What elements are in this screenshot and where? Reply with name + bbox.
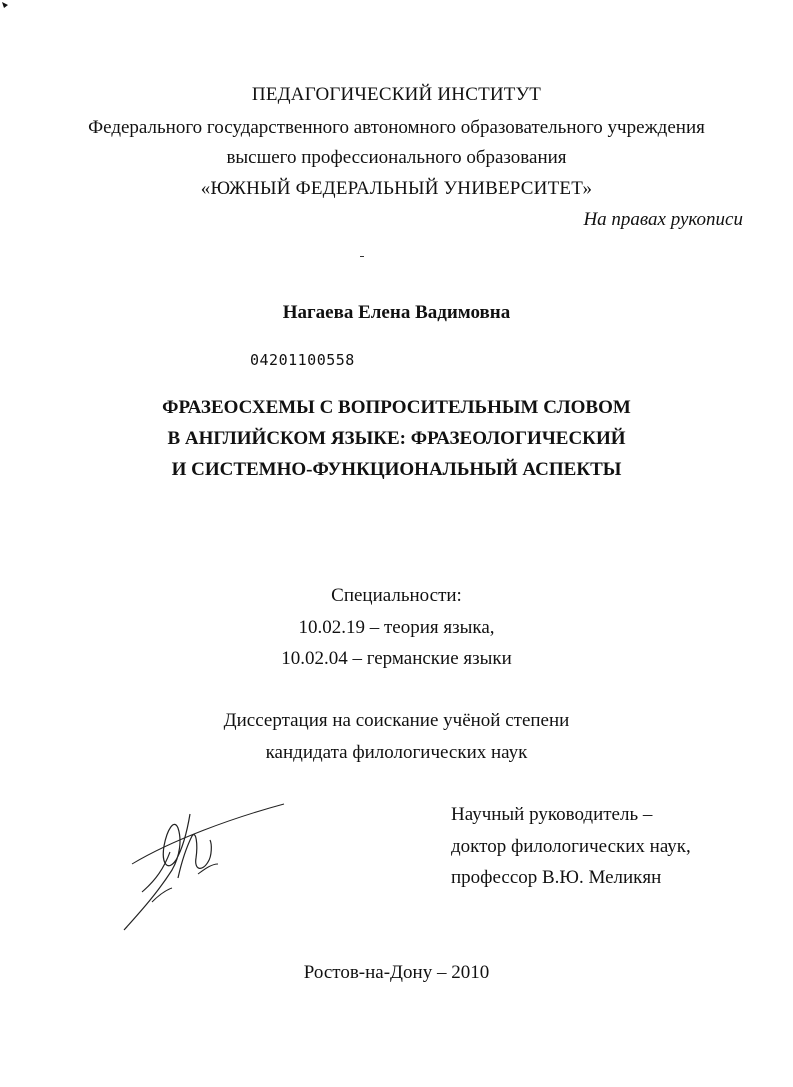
supervisor-title: Научный руководитель –	[451, 804, 653, 825]
place-and-year: Ростов-на-Дону – 2010	[303, 962, 490, 983]
supervisor-name: профессор В.Ю. Меликян	[451, 867, 662, 888]
degree-line-2: кандидата филологических наук	[265, 742, 528, 763]
institution-line: Федерального государственного автономного образовательного учреждения	[88, 117, 705, 138]
author-name: Нагаева Елена Вадимовна	[282, 302, 511, 323]
scan-mark-icon	[2, 2, 8, 8]
catalog-code: 04201100558	[250, 351, 355, 369]
specialties-label: Специальности:	[331, 585, 462, 606]
manuscript-rights: На правах рукописи	[583, 209, 743, 230]
university-name: «ЮЖНЫЙ ФЕДЕРАЛЬНЫЙ УНИВЕРСИТЕТ»	[200, 178, 593, 199]
education-line: высшего профессионального образования	[226, 147, 567, 168]
supervisor-degree: доктор филологических наук,	[451, 836, 691, 857]
scan-speck	[360, 256, 364, 257]
institute-name: ПЕДАГОГИЧЕСКИЙ ИНСТИТУТ	[251, 84, 542, 105]
specialty-item: 10.02.19 – теория языка,	[298, 617, 495, 638]
title-line-3: И СИСТЕМНО-ФУНКЦИОНАЛЬНЫЙ АСПЕКТЫ	[171, 459, 622, 480]
signature-icon	[112, 800, 292, 940]
degree-line-1: Диссертация на соискание учёной степени	[223, 710, 570, 731]
title-line-1: ФРАЗЕОСХЕМЫ С ВОПРОСИТЕЛЬНЫМ СЛОВОМ	[162, 397, 631, 418]
title-line-2: В АНГЛИЙСКОМ ЯЗЫКЕ: ФРАЗЕОЛОГИЧЕСКИЙ	[167, 428, 626, 449]
specialty-item: 10.02.04 – германские языки	[281, 648, 512, 669]
